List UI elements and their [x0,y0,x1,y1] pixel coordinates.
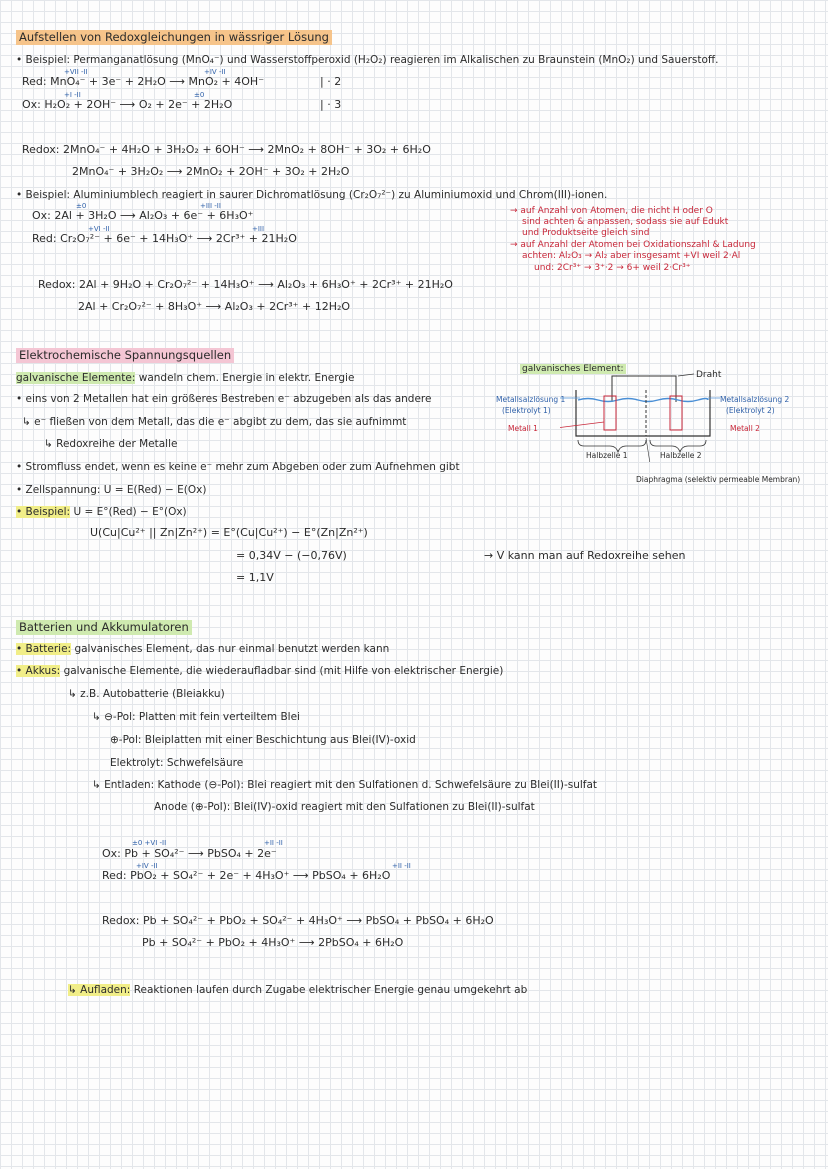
electrolyte [578,399,708,402]
oxidation-number: ±0 +VI -II [132,839,167,847]
section-title-galvanic: Elektrochemische Spannungsquellen [16,348,234,363]
bullet-line: Anode (⊕-Pol): Blei(IV)-oxid reagiert mit den Sulfationen zu Blei(II)-sulfat [154,801,535,813]
definition: galvanisches Element, das nur einmal benutzt werden kann [74,643,390,655]
diagram-left-metal: Metall 1 [508,424,538,433]
remark: → V kann man auf Redoxreihe sehen [484,549,686,562]
charging-line [68,984,527,996]
diagram-left-label: (Elektrolyt 1) [502,406,551,415]
definition-line [16,665,503,677]
oxidation-number: ±0 [194,91,205,99]
section-title-batteries: Batterien und Akkumulatoren [16,620,192,635]
diagram-diaphragm-label: Diaphragma (selektiv permeable Membran) [636,475,801,484]
oxidation-equation: Ox: 2Al + 3H₂O ⟶ Al₂O₃ + 6e⁻ + 6H₃O⁺ [32,209,254,222]
diagram-left-label: Metallsalzlösung 1 [496,395,566,404]
example-2-text: • Beispiel: Aluminiumblech reagiert in saurer Dichromatlösung (Cr₂O₇²⁻) zu Aluminiumoxid und Chrom(III)-ionen. [16,189,608,201]
diagram-halfcell-1: Halbzelle 1 [586,451,628,460]
redox-equation: Redox: Pb + SO₄²⁻ + PbO₂ + SO₄²⁻ + 4H₃O⁺ ⟶ PbSO₄ + PbSO₄ + 6H₂O [102,914,494,927]
oxidation-number: +VII -II [64,68,88,76]
definition-line [16,372,354,384]
redox-equation-simplified: Pb + SO₄²⁻ + PbO₂ + 4H₃O⁺ ⟶ 2PbSO₄ + 6H₂O [142,936,404,949]
definition: Reaktionen laufen durch Zugabe elektrischer Energie genau umgekehrt ab [133,984,528,996]
halfcell-brace-2 [650,440,706,452]
oxidation-number: +II -II [392,862,411,870]
reduction-equation: Red: MnO₄⁻ + 3e⁻ + 2H₂O ⟶ MnO₂ + 4OH⁻ [22,75,265,88]
label-pointer [560,422,604,428]
bullet-line: ↳ Redoxreihe der Metalle [44,438,178,450]
oxidation-number: +I -II [64,91,81,99]
term: ↳ Aufladen: [68,984,131,996]
term: • Akkus: [16,665,61,677]
galvanic-cell-diagram [560,372,720,462]
redox-equation-simplified: 2MnO₄⁻ + 3H₂O₂ ⟶ 2MnO₂ + 2OH⁻ + 3O₂ + 2H₂O [72,165,350,178]
oxidation-number: +III [252,225,265,233]
reduction-equation: Red: Cr₂O₇²⁻ + 6e⁻ + 14H₃O⁺ ⟶ 2Cr³⁺ + 21H₂O [32,232,297,245]
bullet-line: ↳ ⊖-Pol: Platten mit fein verteiltem Blei [92,711,300,723]
diagram-wire-label: Draht [696,370,722,380]
redox-equation-simplified: 2Al + Cr₂O₇²⁻ + 8H₃O⁺ ⟶ Al₂O₃ + 2Cr³⁺ + 12H₂O [78,300,351,313]
definition: galvanische Elemente, die wiederaufladbar sind (mit Hilfe von elektrischer Energie) [63,665,504,677]
example-equation: U(Cu|Cu²⁺ || Zn|Zn²⁺) = E°(Cu|Cu²⁺) − E°(Zn|Zn²⁺) [90,526,368,539]
note-line: achten: Al₂O₃ → Al₂ aber insgesamt +VI weil 2·Al [522,251,741,261]
bullet-line: • Stromfluss endet, wenn es keine e⁻ mehr zum Abgeben oder zum Aufnehmen gibt [16,461,460,473]
redox-equation: Redox: 2Al + 9H₂O + Cr₂O₇²⁻ + 14H₃O⁺ ⟶ Al₂O₃ + 6H₃O⁺ + 2Cr³⁺ + 21H₂O [38,278,453,291]
oxidation-number: +VI -II [88,225,110,233]
bullet-line: Elektrolyt: Schwefelsäure [110,757,244,769]
example-result: = 1,1V [236,571,274,584]
diaphragm-pointer [646,438,652,462]
oxidation-number: +II -II [264,839,283,847]
section-title-redox: Aufstellen von Redoxgleichungen in wässriger Lösung [16,30,332,45]
note-line: → auf Anzahl von Atomen, die nicht H oder O [510,206,713,216]
bullet-line: ↳ z.B. Autobatterie (Bleiakku) [68,688,225,700]
note-line: und: 2Cr³⁺ → 3⁺·2 → 6+ weil 2·Cr³⁺ [534,263,691,273]
definition-line [16,643,389,655]
example-equation: = 0,34V − (−0,76V) [236,549,347,562]
term: galvanische Elemente: [16,372,136,384]
term: • Batterie: [16,643,72,655]
formula: U = E°(Red) − E°(Ox) [73,506,187,518]
container [576,390,710,436]
example-1-text: • Beispiel: Permanganatlösung (MnO₄⁻) und Wasserstoffperoxid (H₂O₂) reagieren im Alkalischen zu Braunstein (MnO₂) und Sauerstoff. [16,54,719,66]
note-line: sind achten & anpassen, sodass sie auf Edukt [522,217,729,227]
term: • Beispiel: [16,506,71,518]
oxidation-equation: Ox: H₂O₂ + 2OH⁻ ⟶ O₂ + 2e⁻ + 2H₂O [22,98,233,111]
diagram-right-label: Metallsalzlösung 2 [720,395,790,404]
bullet-line: ↳ e⁻ fließen von dem Metall, das die e⁻ abgibt zu dem, das sie aufnimmt [22,416,407,428]
bullet-line: ⊕-Pol: Bleiplatten mit einer Beschichtung aus Blei(IV)-oxid [110,734,416,746]
redox-equation: Redox: 2MnO₄⁻ + 4H₂O + 3H₂O₂ + 6OH⁻ ⟶ 2MnO₂ + 8OH⁻ + 3O₂ + 6H₂O [22,143,431,156]
example-line [16,506,187,518]
bullet-line: • Zellspannung: U = E(Red) − E(Ox) [16,484,207,496]
oxidation-equation: Ox: Pb + SO₄²⁻ ⟶ PbSO₄ + 2e⁻ [102,847,277,860]
oxidation-number: +IV -II [136,862,158,870]
bullet-line: • eins von 2 Metallen hat ein größeres Bestreben e⁻ abzugeben als das andere [16,393,432,405]
bullet-line: ↳ Entladen: Kathode (⊖-Pol): Blei reagiert mit den Sulfationen d. Schwefelsäure zu Blei(II)-sulfat [92,779,598,791]
diagram-title: galvanisches Element: [522,364,624,374]
note-line: und Produktseite gleich sind [522,228,650,238]
oxidation-number: +IV -II [204,68,226,76]
halfcell-brace-1 [578,440,646,452]
diagram-halfcell-2: Halbzelle 2 [660,451,702,460]
definition: wandeln chem. Energie in elektr. Energie [138,372,355,384]
reduction-equation: Red: PbO₂ + SO₄²⁻ + 2e⁻ + 4H₃O⁺ ⟶ PbSO₄ + 6H₂O [102,869,391,882]
diagram-right-label: (Elektrolyt 2) [726,406,775,415]
note-line: → auf Anzahl der Atomen bei Oxidationszahl & Ladung [510,240,756,250]
diagram-right-metal: Metall 2 [730,424,760,433]
multiplier: | · 2 [320,75,342,88]
multiplier: | · 3 [320,98,342,111]
oxidation-number: ±0 [76,202,87,210]
wire-pointer [678,374,694,376]
oxidation-number: +III -II [200,202,221,210]
